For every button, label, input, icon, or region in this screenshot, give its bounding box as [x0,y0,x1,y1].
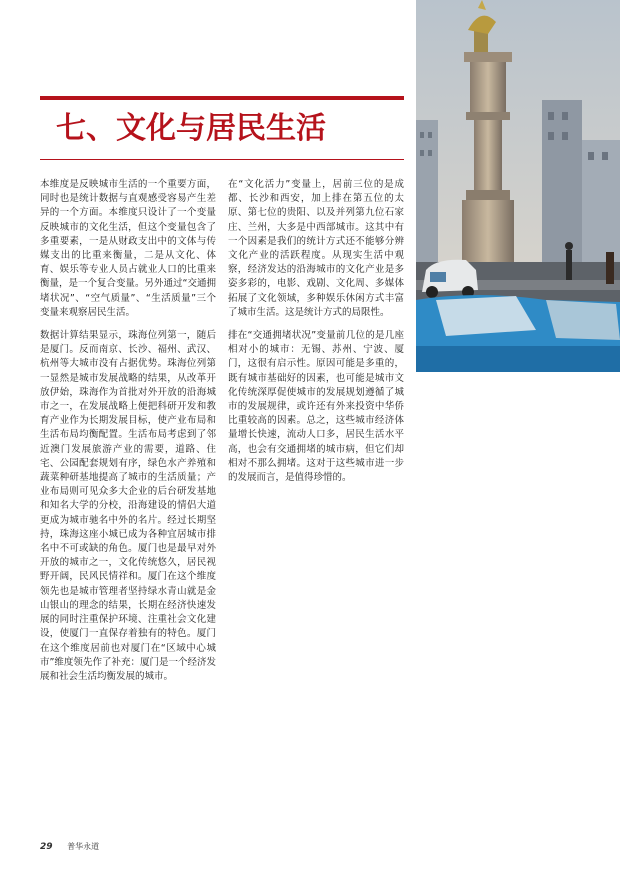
title-bottom-rule [40,159,404,160]
right-paragraph-1: 在“文化活力”变量上，居前三位的是成都、长沙和西安，加上排在第五位的太原、第七位的贵阳、以及并列第九位石家庄、兰州，大多是中西部城市。这其中有一个因素是我们的统计方式还不能够分辨文化产业的活跃程度。从现实生活中观察，经济发达的沿海城市的文化产业是多姿多彩的，电影、戏剧、文化周、多媒体拓展了文化领域，多种娱乐休闲方式丰富了城市生活。这是统计方式的局限性。 [228,179,404,318]
left-paragraph-2: 数据计算结果显示，珠海位列第一，随后是厦门。反而南京、长沙、福州、武汉、杭州等大城市没有占据优势。珠海位列第一显然是城市发展战略的结果，从改革开放伊始，珠海作为首批对外开放的沿海城市之一，在发展战略上便把科研开发和教育产业作为长期发展目标，使产业布局和生活布局均衡配置。生活布局考虑到了邻近澳门发展旅游产业的需要，道路、住宅、公园配套规划有序，绿色水产养殖和蔬菜种研基地提高了城市的生活质量；产业布局则可见众多大企业的后台研发基地和知名大学的分校，沿海建设的情侣大道更成为城市驰名中外的名片。经过长期坚持，珠海这座小城已成为各种宜居城市排名中不可或缺的角色。厦门也是最早对外开放的城市之一，文化传统悠久，居民视野开阔，民风民情祥和。厦门在这个维度领先也是城市管理者坚持绿水青山就是金山银山的理念的结果，长期在经济快速发展的同时注重保护环境、注重社会文化建设，使厦门一直保存着独有的特色。厦门在这个维度居前也对厦门在“区域中心城市”维度领先作了补充：厦门是一个经济发展和社会生活均衡发展的城市。 [40,330,216,682]
page-number: 29 [40,842,53,852]
right-paragraph-2: 排在“交通拥堵状况”变量前几位的是几座相对小的城市：无锡、苏州、宁波、厦门，这很有启示性。原因可能是多重的，既有城市基础好的因素，也可能是城市文化传统深厚促使城市的发展规划遵循了城市的发展规律，或许还有外来投资中华侨比重较高的因素。总之，这些城市经济体量增长快速，流动人口多，居民生活水平高，也会有交通拥堵的城市病，但它们却相对不那么拥堵。这对于这些城市进一步的发展而言，是值得珍惜的。 [228,330,404,484]
publication-name: 普华永道 [67,842,100,851]
page-footer [40,840,99,854]
city-monument-photo [416,0,620,372]
right-column [228,178,404,494]
left-column [40,178,216,693]
page-title: 七、文化与居民生活 [56,111,326,146]
city-monument-photo-icon [416,0,620,372]
title-top-rule [40,96,404,100]
left-paragraph-1: 本维度是反映城市生活的一个重要方面，同时也是统计数据与直观感受容易产生差异的一个方面。本维度只设计了一个变量反映城市的文化生活，但这个变量包含了多重要素，一是从财政支出中的文体与传媒支出的比重来衡量，二是从文化、体育、娱乐等专业人员占就业人口的比重来衡量，是一个复合变量。另外通过“交通拥堵状况”、“空气质量”、“生活质量”三个变量来观察居民生活。 [40,179,216,318]
